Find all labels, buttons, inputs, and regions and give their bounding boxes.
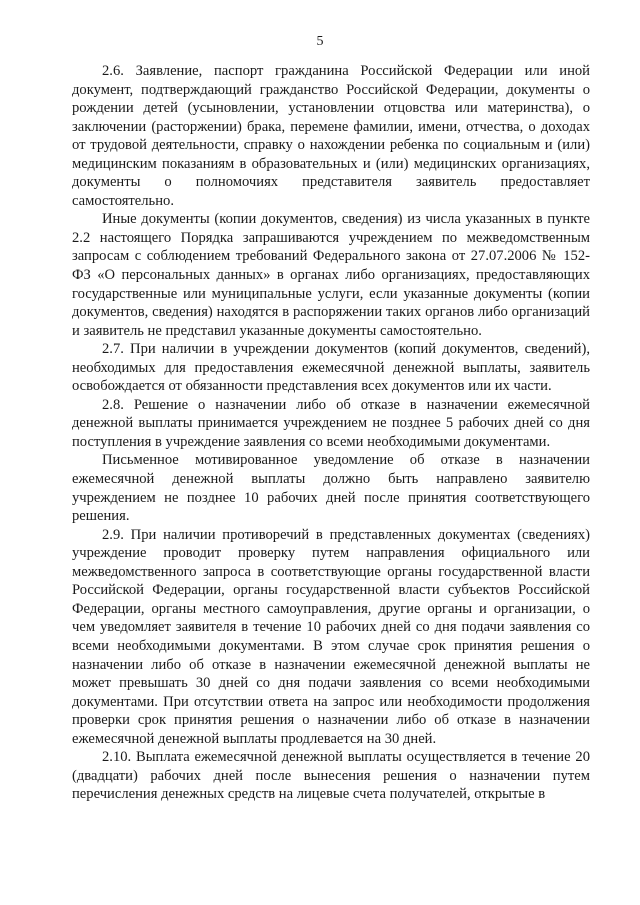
page-number: 5 — [316, 34, 324, 49]
document-body — [72, 62, 590, 804]
paragraph-2-6: 2.6. Заявление, паспорт гражданина Российской Федерации или иной документ, подтверждающий гражданство Российской Федерации, документы о рождении детей (усыновлении, установлении отцовства или материнства), о заключении (расторжении) брака, перемене фамилии, имени, отчества, о доходах от трудовой деятельности, справку о нахождении ребенка по социальным и (или) медицинским показаниям в образовательных и (или) медицинских организациях, документы о полномочиях представителя заявитель предоставляет самостоятельно. — [72, 63, 590, 209]
paragraph-2-10: 2.10. Выплата ежемесячной денежной выплаты осуществляется в течение 20 (двадцати) рабочих дней после вынесения решения о назначении путем перечисления денежных средств на лицевые счета получателей, открытые в — [72, 749, 590, 803]
paragraph-2-9: 2.9. При наличии противоречий в представленных документах (сведениях) учреждение проводит проверку путем направления официального или межведомственного запроса в соответствующие органы государственной власти Российской Федерации, органы государственной власти субъектов Российской Федерации, органы местного самоуправления, другие органы и организации, о чем уведомляет заявителя в течение 10 рабочих дней со дня подачи заявления со всеми необходимыми документами. В этом случае срок принятия решения о назначении либо об отказе в назначении ежемесячной денежной выплаты не может превышать 30 дней со дня подачи заявления со всеми необходимыми документами. При отсутствии ответа на запрос или необходимости продолжения проверки срок принятия решения о назначении либо об отказе в назначении ежемесячной денежной выплаты продлевается на 30 дней. — [72, 526, 590, 747]
paragraph-other-documents: Иные документы (копии документов, сведения) из числа указанных в пункте 2.2 настоящего Порядка запрашиваются учреждением по межведомственным запросам с соблюдением требований Федерального закона от 27.07.2006 № 152-ФЗ «О персональных данных» в органах либо организациях, предоставляющих государственные или муниципальные услуги, если указанные документы (копии документов, сведения) находятся в распоряжении таких органов либо организаций и заявитель не представил указанные документы самостоятельно. — [72, 211, 590, 339]
paragraph-2-7: 2.7. При наличии в учреждении документов (копий документов, сведений), необходимых для предоставления ежемесячной денежной выплаты, заявитель освобождается от обязанности представления всех документов или их части. — [72, 341, 590, 395]
paragraph-refusal-notice: Письменное мотивированное уведомление об отказе в назначении ежемесячной денежной выплаты должно быть направлено заявителю учреждением не позднее 10 рабочих дней после принятия соответствующего решения. — [72, 452, 590, 525]
paragraph-2-8: 2.8. Решение о назначении либо об отказе в назначении ежемесячной денежной выплаты принимается учреждением не позднее 5 рабочих дней со дня поступления в учреждение заявления со всеми необходимыми документами. — [72, 396, 590, 450]
